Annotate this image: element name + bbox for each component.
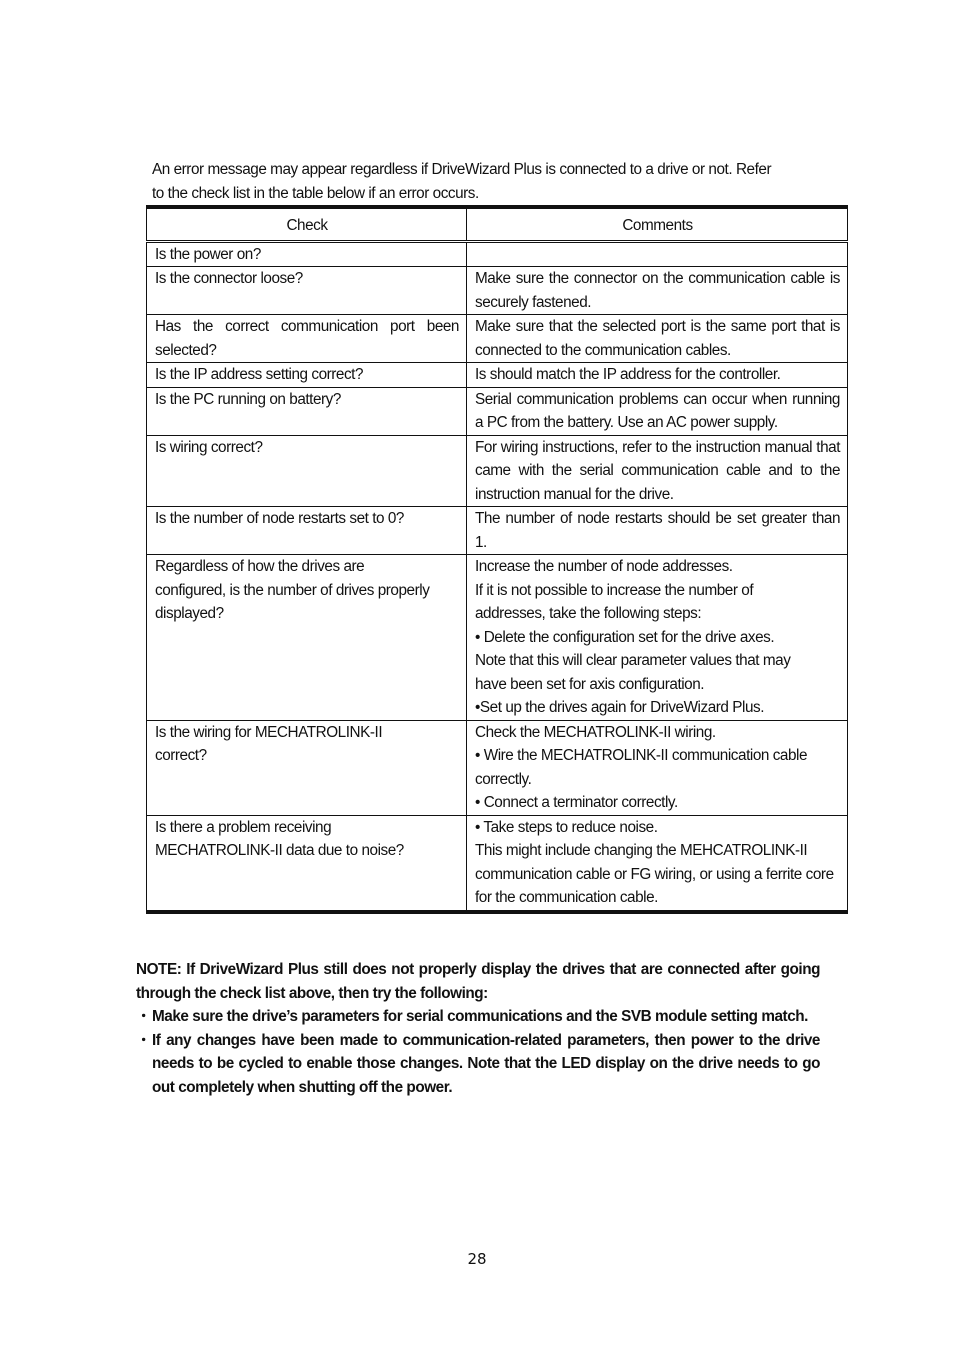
comments-cell-line: Note that this will clear parameter values that may (475, 652, 791, 669)
comments-cell-line: Make sure the connector on the communication cable is securely fastened. (475, 270, 840, 311)
comments-cell (467, 315, 848, 363)
check-cell (147, 815, 467, 912)
comments-cell-line: Check the MECHATROLINK-II wiring. (475, 723, 716, 741)
check-cell (147, 435, 467, 507)
check-cell-line: Has the correct communication port been selected? (155, 318, 459, 359)
check-list-table-container (146, 205, 848, 914)
comments-cell (467, 555, 848, 721)
comments-cell-line: The number of node restarts should be set greater than 1. (475, 510, 840, 551)
table-row (147, 555, 848, 721)
comments-cell-line: • Delete the configuration set for the drive axes. (475, 628, 775, 646)
table-row (147, 363, 848, 388)
header-comments: Comments (467, 207, 848, 241)
comments-cell (467, 720, 848, 815)
check-cell-line: Is the PC running on battery? (155, 390, 341, 408)
check-cell-line: Is the number of node restarts set to 0? (155, 510, 404, 527)
comments-cell (467, 507, 848, 555)
check-cell-line: Is the connector loose? (155, 270, 303, 287)
table-body (147, 241, 848, 912)
check-cell-line: Is wiring correct? (155, 438, 263, 456)
note-text: NOTE: If DriveWizard Plus still does not properly display the drives that are connected after going through the check list above, then try the following: (136, 961, 820, 1002)
check-cell (147, 241, 467, 267)
comments-cell-line: have been set for axis configuration. (475, 675, 705, 693)
comments-cell-line: Increase the number of node addresses. (475, 558, 733, 575)
comments-cell (467, 815, 848, 912)
bullet-icon: ・ (136, 1031, 151, 1049)
note-section (136, 958, 820, 1099)
check-cell-line: Is there a problem receiving (155, 818, 332, 836)
check-cell (147, 363, 467, 388)
comments-cell-line: • Wire the MECHATROLINK-II communication cable (475, 747, 808, 764)
check-cell-line: configured, is the number of drives properly (155, 581, 430, 599)
comments-cell-line: This might include changing the MEHCATROLINK-II communication cable or FG wiring, or using a ferrite core for the communication cable. (475, 842, 834, 906)
comments-cell (467, 435, 848, 507)
comments-cell (467, 241, 848, 267)
page-number: 28 (467, 1250, 487, 1268)
comments-cell (467, 267, 848, 315)
table-row (147, 815, 848, 912)
check-cell-line: displayed? (155, 605, 224, 622)
comments-cell-line: • Take steps to reduce noise. (475, 818, 658, 836)
intro-line-2: to the check list in the table below if an error occurs. (152, 185, 479, 202)
check-cell (147, 507, 467, 555)
table-row (147, 387, 848, 435)
table-row (147, 267, 848, 315)
check-cell-line: Regardless of how the drives are (155, 558, 365, 575)
check-list-table (146, 205, 848, 914)
check-cell-line: Is the IP address setting correct? (155, 366, 364, 383)
check-cell (147, 720, 467, 815)
comments-cell-line: Serial communication problems can occur when running a PC from the battery. Use an AC power supply. (475, 390, 840, 431)
comments-cell-line: •Set up the drives again for DriveWizard Plus. (475, 699, 765, 716)
note-item-text: Make sure the drive’s parameters for serial communications and the SVB module setting match. (152, 1008, 808, 1025)
table-row (147, 315, 848, 363)
comments-cell (467, 387, 848, 435)
comments-cell-line: Is should match the IP address for the controller. (475, 366, 781, 383)
comments-cell-line: addresses, take the following steps: (475, 605, 702, 622)
check-cell-line: correct? (155, 747, 207, 764)
table-row (147, 507, 848, 555)
check-cell (147, 267, 467, 315)
comments-cell-line: Make sure that the selected port is the same port that is connected to the communication cables. (475, 318, 840, 359)
comments-cell-line: If it is not possible to increase the number of (475, 581, 754, 599)
comments-cell (467, 363, 848, 388)
check-cell (147, 315, 467, 363)
table-row (147, 435, 848, 507)
check-cell-line: MECHATROLINK-II data due to noise? (155, 842, 404, 859)
note-item (136, 1029, 820, 1100)
check-cell-line: Is the power on? (155, 245, 261, 263)
check-cell (147, 387, 467, 435)
header-check: Check (147, 207, 467, 241)
note-item-text: If any changes have been made to communication-related parameters, then power to the drive needs to be cycled to enable those changes. Note that the LED display on the drive needs to go out completely when shutting off the power. (152, 1031, 820, 1096)
comments-cell-line: • Connect a terminator correctly. (475, 794, 678, 811)
check-cell-line: Is the wiring for MECHATROLINK-II (155, 723, 383, 741)
intro-line-1: An error message may appear regardless if DriveWizard Plus is connected to a drive or not. Refer (152, 161, 772, 178)
table-header-row (147, 207, 848, 241)
check-cell (147, 555, 467, 721)
note-list (136, 1005, 820, 1099)
bullet-icon: ・ (136, 1008, 151, 1025)
table-row (147, 720, 848, 815)
intro-paragraph (152, 158, 842, 206)
comments-cell-line: correctly. (475, 770, 532, 788)
note-item (136, 1005, 820, 1029)
table-row (147, 241, 848, 267)
comments-cell-line: For wiring instructions, refer to the instruction manual that came with the serial communication cable and to the instruction manual for the drive. (475, 438, 840, 503)
